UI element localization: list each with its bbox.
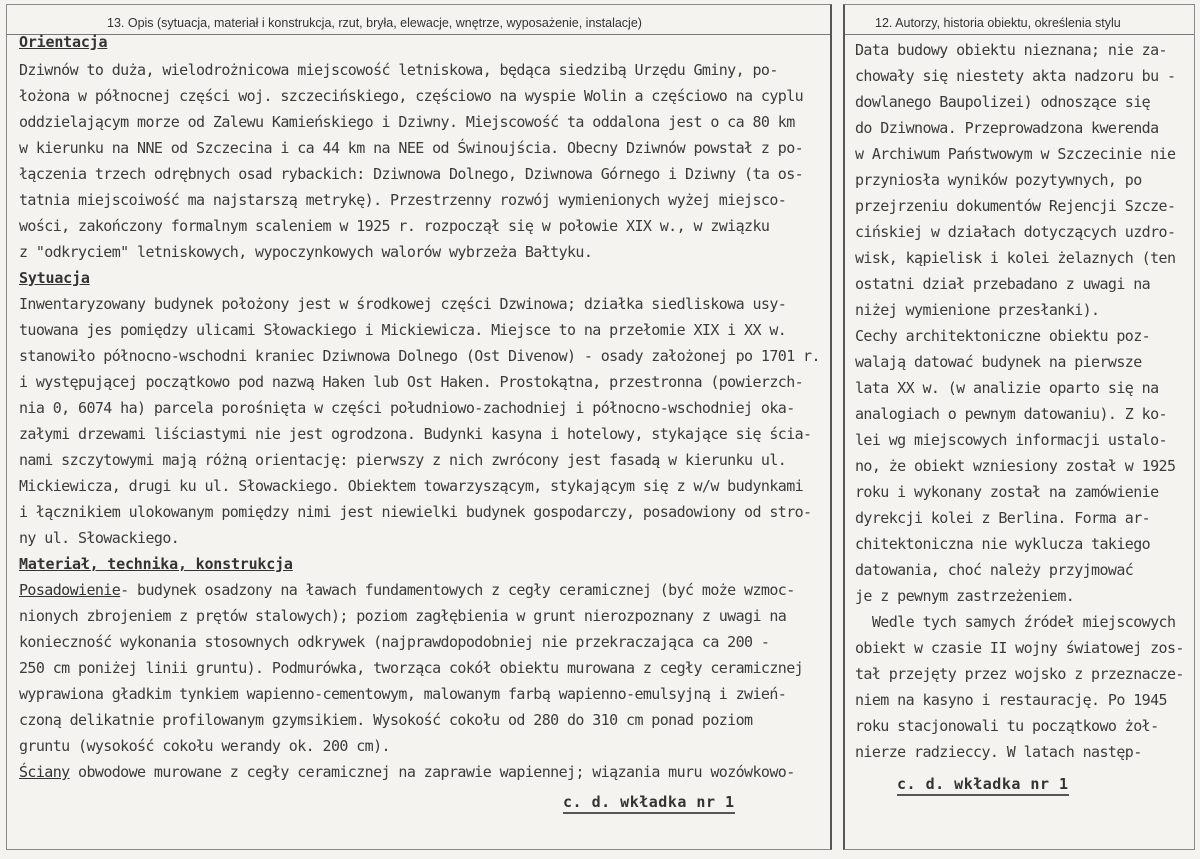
text-line: tał przejęty przez wojsko z przeznacze- [855,665,1184,683]
text-line: ny ul. Słowackiego. [19,529,180,547]
text-line: chitektoniczna nie wyklucza takiego [855,535,1151,553]
text-line: datowania, choć należy przyjmować [855,561,1134,579]
walls-text: obwodowe murowane z cegły ceramicznej na zaprawie wapiennej; wiązania muru wozówkowo- [69,763,795,781]
text-line: roku stacjonowali tu początkowo żoł- [855,717,1159,735]
walls-lead: Ściany [19,763,70,781]
text-line: z "odkryciem" letniskowych, wypoczynkowych walorów wybrzeża Bałtyku. [19,243,593,261]
text-line: czoną delikatnie profilowanym gzymsikiem. Wysokość cokołu od 280 do 310 cm ponad poziom [19,711,753,729]
text-line: niżej wymienione przesłanki). [855,301,1100,319]
text-line: przyniosła wyników pozytywnych, po [855,171,1142,189]
text-line: do Dziwnowa. Przeprowadzona kwerenda [855,119,1159,137]
text-line: Mickiewicza, drugi ku ul. Słowackiego. Obiektem towarzyszącym, stykającym się z w/w budynkami [19,477,804,495]
text-line: i łącznikiem ulokowanym pomiędzy nimi jest niewielki budynek gospodarczy, posadowiony od stro- [19,503,812,521]
header-rule [845,34,1194,35]
text-line: nierze radzieccy. W latach następ- [855,743,1142,761]
text-line: w Archiwum Państwowym w Szczecinie nie [855,145,1176,163]
text-line: wisk, kąpielisk i kolei żelaznych (ten [855,249,1176,267]
text-line: lata XX w. (w analizie oparto się na [855,379,1159,397]
text-line: cińskiej w działach dotyczących uzdro- [855,223,1176,241]
text-line: łączenia trzech odrębnych osad rybackich: Dziwnowa Dolnego, Dziwnowa Górnego i Dziwny (ta os- [19,165,804,183]
text-line: wyprawiona gładkim tynkiem wapienno-cementowym, malowanym farbą wapienno-emulsyjną i zwień- [19,685,787,703]
text-line: wości, zakończony formalnym scaleniem w 1925 r. rozpoczął się w połowie XIX w., w związku [19,217,770,235]
text-line: analogiach o pewnym datowaniu). Z ko- [855,405,1167,423]
text-line: stanowiło północno-wschodni kraniec Dziwnowa Dolnego (Ost Divenow) - osady założonej po 1701 r. [19,347,820,365]
foundation-line [19,581,795,599]
continued-note: c. d. wkładka nr 1 [897,775,1069,796]
text-line: oddzielającym morze od Zalewu Kamieńskiego i Dziwny. Miejscowość ta oddalona jest o ca 80 km [19,113,795,131]
foundation-text: - budynek osadzony na ławach fundamentowych z cegły ceramicznej (być może wzmoc- [120,581,795,599]
text-line: lei wg miejscowych informacji ustalo- [855,431,1167,449]
walls-line [19,763,795,781]
text-line: obiekt w czasie II wojny światowej zos- [855,639,1184,657]
orientation-heading: Orientacja [19,33,108,51]
situation-heading: Sytuacja [19,269,90,287]
text-line: no, że obiekt wzniesiony został w 1925 [855,457,1176,475]
text-line: i występującej początkowo pod nazwą Haken lub Ost Haken. Prostokątna, przestronna (powierzch- [19,373,804,391]
text-line: chowały się niestety akta nadzoru bu - [855,67,1176,85]
description-column [6,4,832,850]
history-column [843,4,1195,850]
header-rule [7,34,830,35]
text-line: tatnia miejscoiwość ma najstarszą metrykę). Przestrzenny rozwój wymienionych wyżej miejsco- [19,191,787,209]
text-line: w kierunku na NNE od Szczecina i ca 44 km na NEE od Świnoujścia. Obecny Dziwnów powstał z po- [19,139,804,157]
text-line: dyrekcji kolei z Berlina. Forma ar- [855,509,1151,527]
text-line: Dziwnów to duża, wielodrożnicowa miejscowość letniskowa, będąca siedzibą Urzędu Gminy, po- [19,61,778,79]
text-line: Wedle tych samych źródeł miejscowych [855,613,1176,631]
material-heading: Materiał, technika, konstrukcja [19,555,293,573]
text-line: nami szczytowymi mają różną orientację: pierwszy z nich zwrócony jest fasadą w kierunku ul. [19,451,787,469]
text-line: 250 cm poniżej linii gruntu). Podmurówka, tworząca cokół obiektu murowana z cegły ceramicznej [19,659,804,677]
text-line: je z pewnym zastrzeżeniem. [855,587,1075,605]
text-line: Cechy architektoniczne obiektu poz- [855,327,1151,345]
text-line: Inwentaryzowany budynek położony jest w środkowej części Dzwinowa; działka siedliskowa usy- [19,295,787,313]
text-line: nionych zbrojeniem z prętów stalowych); poziom zagłębienia w grunt nierozpoznany z uwagi na [19,607,787,625]
text-line: tuowana jes pomiędzy ulicami Słowackiego i Mickiewicza. Miejsce to na przełomie XIX i XX w. [19,321,787,339]
description-header: 13. Opis (sytuacja, materiał i konstrukcja, rzut, bryła, elewacje, wnętrze, wyposażenie, instalacje) [107,16,642,30]
text-line: przejrzeniu dokumentów Rejencji Szcze- [855,197,1176,215]
history-header: 12. Autorzy, historia obiektu, określenia stylu [875,16,1121,30]
text-line: gruntu (wysokość cokołu werandy ok. 200 cm). [19,737,390,755]
text-line: konieczność wykonania stosownych odkrywek (najprawdopodobniej nie przekraczająca ca 200 - [19,633,770,651]
foundation-lead: Posadowienie [19,581,121,599]
text-line: łożona w północnej części woj. szczecińskiego, częściowo na wyspie Wolin a częściowo na cyplu [19,87,804,105]
text-line: załymi drzewami liściastymi nie jest ogrodzona. Budynki kasyna i hotelowy, stykające się ścia- [19,425,812,443]
text-line: niem na kasyno i restaurację. Po 1945 [855,691,1167,709]
text-line: Data budowy obiektu nieznana; nie za- [855,41,1167,59]
text-line: walają datować budynek na pierwsze [855,353,1142,371]
continued-note: c. d. wkładka nr 1 [563,793,735,814]
text-line: dowlanego Baupolizei) odnoszące się [855,93,1151,111]
text-line: roku i wykonany został na zamówienie [855,483,1159,501]
text-line: nia 0, 6074 ha) parcela porośnięta w części południowo-zachodniej i północno-wschodniej oka- [19,399,795,417]
text-line: ostatni dział przebadano z uwagi na [855,275,1151,293]
